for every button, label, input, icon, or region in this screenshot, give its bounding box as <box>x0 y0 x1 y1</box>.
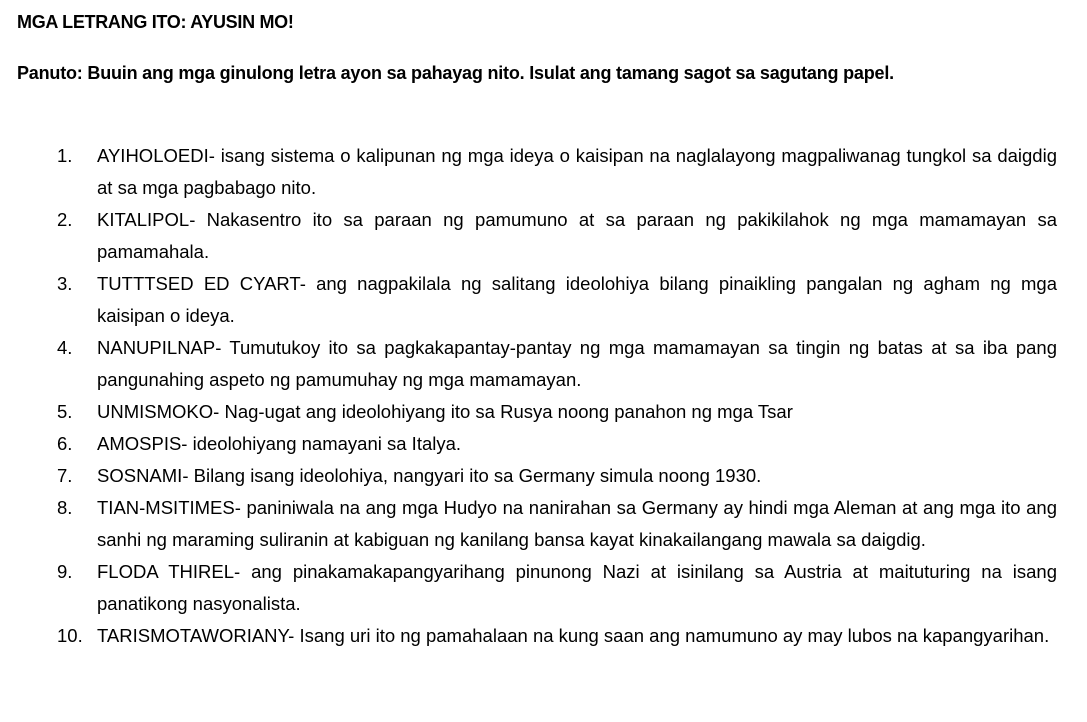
item-definition: ang pinakamakapangyarihang pinunong Nazi at isinilang sa Austria at maituturing na isang panatikong nasyonalista. <box>97 561 1057 614</box>
scrambled-term: TUTTTSED ED CYART- <box>97 273 306 294</box>
list-item <box>0 332 1057 396</box>
list-item <box>0 556 1057 620</box>
list-item <box>0 140 1057 204</box>
item-number: 4. <box>57 337 73 358</box>
item-definition: paniniwala na ang mga Hudyo na nanirahan sa Germany ay hindi mga Aleman at ang mga ito ang sanhi ng maraming suliranin at kabiguan ng kanilang bansa kayat kinakailangang mawala sa daigdig. <box>97 497 1057 550</box>
item-number: 1. <box>57 145 73 166</box>
list-item <box>0 204 1057 268</box>
scrambled-term: TIAN-MSITIMES- <box>97 497 241 518</box>
item-number: 7. <box>57 465 73 486</box>
item-number: 10. <box>57 625 83 646</box>
item-definition: Tumutukoy ito sa pagkakapantay-pantay ng mga mamamayan sa tingin ng batas at sa iba pang pangunahing aspeto ng pamumuhay ng mga mamamayan. <box>97 337 1057 390</box>
scrambled-term: FLODA THIREL- <box>97 561 241 582</box>
scrambled-term: KITALIPOL- <box>97 209 196 230</box>
scrambled-term: NANUPILNAP- <box>97 337 222 358</box>
list-item <box>0 396 1057 428</box>
scrambled-term: UNMISMOKO- <box>97 401 220 422</box>
item-number: 8. <box>57 497 73 518</box>
scrambled-term: AYIHOLOEDI- <box>97 145 215 166</box>
scrambled-term: AMOSPIS- <box>97 433 188 454</box>
list-item <box>0 268 1057 332</box>
item-definition: Bilang isang ideolohiya, nangyari ito sa Germany simula noong 1930. <box>188 465 762 486</box>
item-number: 5. <box>57 401 73 422</box>
scrambled-term: TARISMOTAWORIANY- <box>97 625 295 646</box>
item-definition: Isang uri ito ng pamahalaan na kung saan ang namumuno ay may lubos na kapangyarihan. <box>294 625 1050 646</box>
item-number: 2. <box>57 209 73 230</box>
list-item <box>0 492 1057 556</box>
list-item <box>0 428 1057 460</box>
list-item <box>0 620 1057 652</box>
item-number: 3. <box>57 273 73 294</box>
item-number: 9. <box>57 561 73 582</box>
item-definition: Nag-ugat ang ideolohiyang ito sa Rusya noong panahon ng mga Tsar <box>219 401 793 422</box>
item-number: 6. <box>57 433 73 454</box>
scrambled-term: SOSNAMI- <box>97 465 189 486</box>
instructions-text: Panuto: Buuin ang mga ginulong letra ayon sa pahayag nito. Isulat ang tamang sagot sa sagutang papel. <box>17 63 894 83</box>
item-definition: ang nagpakilala ng salitang ideolohiya bilang pinaikling pangalan ng agham ng mga kaisipan o ideya. <box>97 273 1057 326</box>
question-list <box>0 140 1087 652</box>
item-definition: ideolohiyang namayani sa Italya. <box>187 433 462 454</box>
document-title: MGA LETRANG ITO: AYUSIN MO! <box>17 12 294 32</box>
item-definition: Nakasentro ito sa paraan ng pamumuno at sa paraan ng pakikilahok ng mga mamamayan sa pamamahala. <box>97 209 1057 262</box>
item-definition: isang sistema o kalipunan ng mga ideya o kaisipan na naglalayong magpaliwanag tungkol sa daigdig at sa mga pagbabago nito. <box>97 145 1057 198</box>
list-item <box>0 460 1057 492</box>
